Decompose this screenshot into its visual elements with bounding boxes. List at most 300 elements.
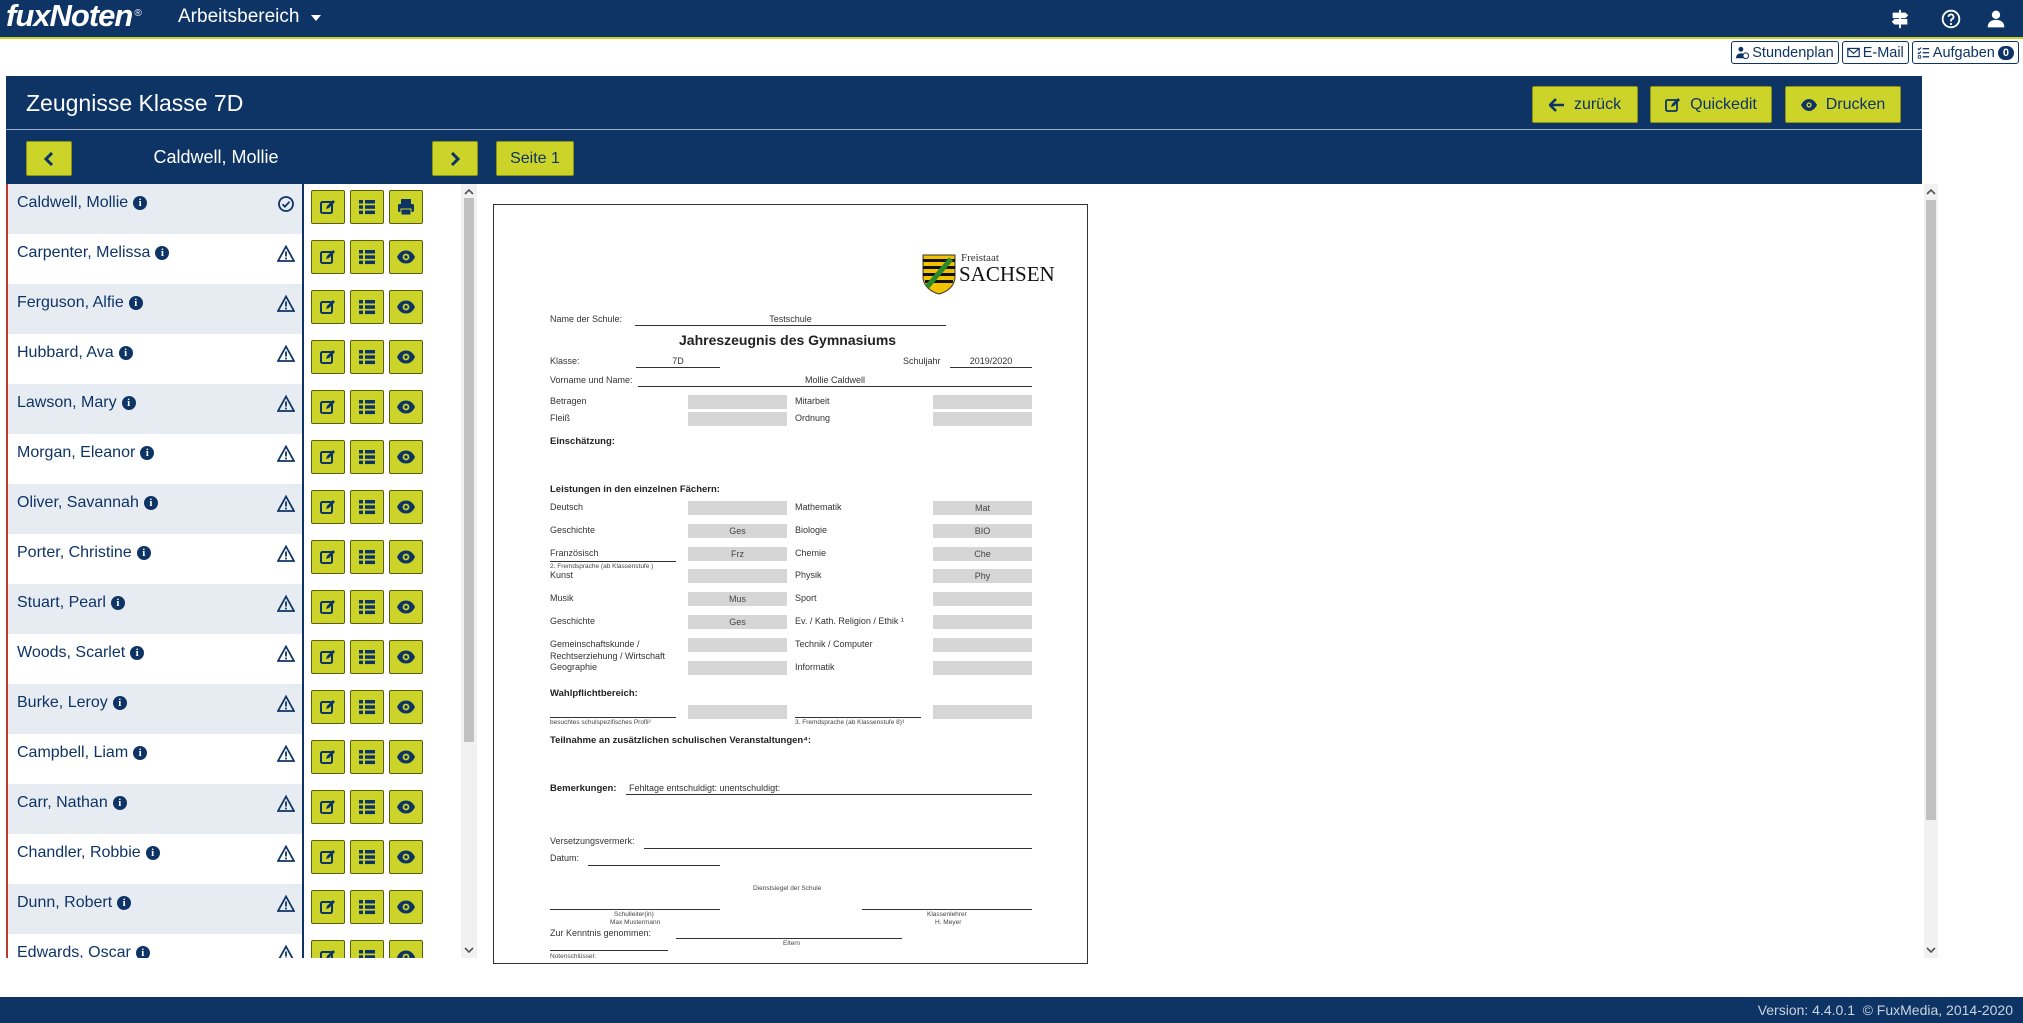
- student-actions: [311, 240, 423, 274]
- eye-icon: [397, 648, 415, 666]
- grade-list-button[interactable]: [350, 240, 384, 274]
- student-name-carr-nathan[interactable]: [17, 794, 127, 812]
- info-icon[interactable]: i: [137, 546, 151, 560]
- student-name-text: Porter, Christine: [17, 544, 132, 561]
- class-label: Klasse:: [550, 356, 580, 366]
- subject-label: Biologie: [795, 525, 828, 535]
- preview-button[interactable]: [389, 390, 423, 424]
- user-clock-icon: [1736, 46, 1749, 59]
- edit-grades-button[interactable]: [311, 890, 345, 924]
- edit-grades-button[interactable]: [311, 690, 345, 724]
- eye-icon: [397, 498, 415, 516]
- student-name-lawson-mary[interactable]: [17, 394, 136, 412]
- info-icon[interactable]: i: [113, 696, 127, 710]
- info-icon[interactable]: i: [146, 846, 160, 860]
- brand-logo[interactable]: [6, 0, 141, 34]
- language-note: 2. Fremdsprache (ab Klassenstufe ): [550, 563, 654, 570]
- email-button[interactable]: [1842, 41, 1909, 64]
- edit-icon: [319, 848, 337, 866]
- subject-grade-box: [688, 638, 787, 652]
- task-list-icon: [1917, 46, 1930, 59]
- remarks-label: Bemerkungen:: [550, 783, 617, 794]
- previous-student-button[interactable]: [26, 141, 72, 176]
- edit-icon: [319, 698, 337, 716]
- eye-icon: [1801, 99, 1817, 111]
- edit-icon: [319, 198, 337, 216]
- copyright-text: © FuxMedia, 2014-2020: [1862, 1002, 2013, 1018]
- edit-icon: [319, 798, 337, 816]
- student-name-text: Hubbard, Ava: [17, 344, 114, 361]
- subject-label: Geschichte: [550, 525, 596, 535]
- student-name-cell[interactable]: [8, 684, 304, 734]
- student-name-text: Oliver, Savannah: [17, 494, 139, 511]
- subject-label: Sport: [795, 593, 817, 603]
- eye-icon: [397, 898, 415, 916]
- subject-label: Ev. / Kath. Religion / Ethik ¹: [795, 616, 904, 626]
- student-row[interactable]: [8, 384, 461, 434]
- student-row[interactable]: [8, 234, 461, 284]
- edit-grades-button[interactable]: [311, 640, 345, 674]
- edit-grades-button[interactable]: [311, 240, 345, 274]
- student-actions: [311, 840, 423, 874]
- parents-signature-line: [676, 938, 902, 939]
- student-row[interactable]: [8, 634, 461, 684]
- eye-icon: [397, 298, 415, 316]
- student-list-scrollbar[interactable]: [461, 184, 477, 958]
- school-year-label: Schuljahr: [903, 356, 941, 366]
- envelope-icon: [1847, 46, 1860, 59]
- student-name-burke-leroy[interactable]: [17, 694, 127, 712]
- preview-button[interactable]: [389, 490, 423, 524]
- eye-icon: [397, 798, 415, 816]
- student-row[interactable]: [8, 734, 461, 784]
- preview-button[interactable]: [389, 590, 423, 624]
- grade-list-button[interactable]: [350, 690, 384, 724]
- student-name-cell[interactable]: [8, 384, 304, 434]
- subject-grade-box: Mus: [688, 592, 787, 606]
- edit-grades-button[interactable]: [311, 940, 345, 958]
- student-name-text: Ferguson, Alfie: [17, 294, 124, 311]
- edit-icon: [319, 248, 337, 266]
- class-value: 7D: [636, 355, 720, 368]
- info-icon[interactable]: i: [117, 896, 131, 910]
- subject-label: Physik: [795, 570, 822, 580]
- edit-icon: [319, 648, 337, 666]
- elective-right-line: [795, 717, 921, 718]
- student-name-cell[interactable]: [8, 534, 304, 584]
- grade-list-button[interactable]: [350, 440, 384, 474]
- student-name-carpenter-melissa[interactable]: [17, 244, 169, 262]
- subject-grade-box: [688, 501, 787, 515]
- warning-icon: [277, 595, 295, 613]
- edit-icon: [319, 298, 337, 316]
- edit-grades-button[interactable]: [311, 790, 345, 824]
- list-icon: [358, 548, 376, 566]
- language-underline: [550, 561, 676, 562]
- eye-icon: [397, 348, 415, 366]
- timetable-button[interactable]: [1731, 41, 1838, 64]
- subject-grade-box: Ges: [688, 524, 787, 538]
- preview-button[interactable]: [389, 340, 423, 374]
- list-icon: [358, 248, 376, 266]
- student-actions: [311, 440, 423, 474]
- gk-second-line: Rechtserziehung / Wirtschaft: [550, 651, 666, 661]
- list-icon: [358, 848, 376, 866]
- principal-role: Schulleiter(in): [614, 911, 654, 918]
- user-icon[interactable]: [1982, 5, 2010, 33]
- eye-icon: [397, 948, 415, 958]
- preview-button[interactable]: [389, 690, 423, 724]
- student-name-cell[interactable]: [8, 284, 304, 334]
- edit-icon: [319, 448, 337, 466]
- subject-label: Geschichte: [550, 616, 596, 626]
- grade-list-button[interactable]: [350, 590, 384, 624]
- scroll-up-icon: [461, 186, 477, 198]
- eye-icon: [397, 548, 415, 566]
- info-icon[interactable]: i: [140, 446, 154, 460]
- subject-grade-box: [933, 638, 1032, 652]
- preview-scroll-thumb[interactable]: [1926, 200, 1936, 820]
- subject-grade-box: BIO: [933, 524, 1032, 538]
- scroll-up-icon: [1924, 186, 1938, 198]
- student-name-cell[interactable]: [8, 434, 304, 484]
- school-value: Testschule: [635, 313, 946, 326]
- preview-button[interactable]: [389, 440, 423, 474]
- edit-icon: [319, 548, 337, 566]
- version-text: Version: 4.4.0.1: [1757, 1002, 1855, 1018]
- edit-icon: [319, 748, 337, 766]
- student-name-hubbard-ava[interactable]: [17, 344, 133, 362]
- edit-grades-button[interactable]: [311, 740, 345, 774]
- list-icon: [358, 448, 376, 466]
- warning-icon: [277, 795, 295, 813]
- student-row[interactable]: [8, 434, 461, 484]
- promotion-line: [644, 848, 1032, 849]
- page-label: Seite 1: [510, 149, 560, 167]
- student-name-chandler-robbie[interactable]: [17, 844, 160, 862]
- saxony-coat-of-arms-icon: [921, 253, 957, 295]
- student-actions: [311, 540, 423, 574]
- list-icon: [358, 398, 376, 416]
- subject-grade-box: Ges: [688, 615, 787, 629]
- student-name-text: Caldwell, Mollie: [17, 194, 129, 211]
- student-row[interactable]: [8, 834, 461, 884]
- student-actions: [311, 640, 423, 674]
- student-name-cell[interactable]: [8, 834, 304, 884]
- info-icon[interactable]: i: [136, 946, 150, 958]
- warning-icon: [277, 695, 295, 713]
- edit-grades-button[interactable]: [311, 190, 345, 224]
- teacher-role: Klassenlehrer: [927, 911, 967, 918]
- scroll-down-icon: [1924, 944, 1938, 956]
- back-button[interactable]: [1532, 86, 1638, 123]
- preview-button[interactable]: [389, 840, 423, 874]
- teacher-name: H. Meyer: [935, 919, 962, 926]
- student-name-cell[interactable]: [8, 334, 304, 384]
- list-icon: [358, 348, 376, 366]
- brand-name: fuxNoten: [6, 0, 133, 33]
- preview-button[interactable]: [389, 790, 423, 824]
- warning-icon: [277, 545, 295, 563]
- timetable-label: Stundenplan: [1752, 44, 1834, 61]
- workspace-menu[interactable]: [178, 4, 321, 30]
- elective-left-grade: [688, 705, 787, 719]
- grade-list-button[interactable]: [350, 940, 384, 958]
- warning-icon: [277, 345, 295, 363]
- student-row[interactable]: [8, 684, 461, 734]
- list-icon: [358, 748, 376, 766]
- conduct-grade-box: [688, 412, 787, 426]
- full-name-value: Mollie Caldwell: [638, 374, 1032, 387]
- info-icon[interactable]: i: [111, 596, 125, 610]
- events-heading: Teilnahme an zusätzlichen schulischen Veranstaltungen⁴:: [550, 735, 812, 746]
- info-icon[interactable]: i: [155, 246, 169, 260]
- edit-icon: [319, 348, 337, 366]
- student-actions: [311, 390, 423, 424]
- tasks-button[interactable]: [1912, 41, 2019, 64]
- preview-button[interactable]: [389, 240, 423, 274]
- student-name-woods-scarlet[interactable]: [17, 644, 144, 662]
- warning-icon: [277, 745, 295, 763]
- edit-icon: [1665, 97, 1681, 113]
- school-seal-caption: Dienstsiegel der Schule: [753, 885, 822, 892]
- subject-label: Kunst: [550, 570, 574, 580]
- signpost-icon[interactable]: [1886, 5, 1914, 33]
- student-row[interactable]: [8, 534, 461, 584]
- subject-grade-box: [933, 661, 1032, 675]
- edit-icon: [319, 398, 337, 416]
- student-navigator: [6, 130, 1922, 184]
- help-icon[interactable]: [1937, 5, 1965, 33]
- footer: [0, 997, 2023, 1023]
- student-name-caldwell-mollie[interactable]: [17, 194, 147, 212]
- student-name-cell[interactable]: [8, 784, 304, 834]
- subject-grade-box: [933, 592, 1032, 606]
- conduct-label: Ordnung: [795, 413, 831, 423]
- subject-label: Französisch: [550, 548, 599, 558]
- quickedit-button[interactable]: [1650, 86, 1772, 123]
- tasks-label: Aufgaben: [1932, 44, 1995, 61]
- subject-label: Musik: [550, 593, 574, 603]
- edit-grades-button[interactable]: [311, 290, 345, 324]
- student-name-edwards-oscar[interactable]: [17, 944, 150, 958]
- grade-list-button[interactable]: [350, 340, 384, 374]
- elective-heading: Wahlpflichtbereich:: [550, 688, 638, 699]
- assessment-label: Einschätzung:: [550, 436, 615, 447]
- grade-list-button[interactable]: [350, 540, 384, 574]
- student-row[interactable]: [8, 284, 461, 334]
- grade-list-button[interactable]: [350, 490, 384, 524]
- grade-list-button[interactable]: [350, 190, 384, 224]
- print-preview-button[interactable]: [1785, 86, 1901, 123]
- student-actions: [311, 940, 423, 958]
- subject-grade-box: [933, 615, 1032, 629]
- date-line: [588, 865, 720, 866]
- student-name-cell[interactable]: [8, 934, 304, 958]
- list-icon: [358, 798, 376, 816]
- student-name-text: Woods, Scarlet: [17, 644, 126, 661]
- student-name-text: Chandler, Robbie: [17, 844, 141, 861]
- edit-icon: [319, 598, 337, 616]
- eye-icon: [397, 398, 415, 416]
- grade-list-button[interactable]: [350, 640, 384, 674]
- certificate-document: [493, 204, 1088, 964]
- page-button[interactable]: [496, 141, 574, 176]
- student-row[interactable]: [8, 484, 461, 534]
- warning-icon: [277, 845, 295, 863]
- check-circle-icon: [277, 195, 295, 213]
- info-icon[interactable]: i: [119, 346, 133, 360]
- student-name-morgan-eleanor[interactable]: [17, 444, 154, 462]
- panel-header: [6, 76, 1922, 130]
- subject-label: Informatik: [795, 662, 835, 672]
- info-icon[interactable]: i: [144, 496, 158, 510]
- eye-icon: [397, 698, 415, 716]
- elective-right-grade: [933, 705, 1032, 719]
- list-icon: [358, 698, 376, 716]
- conduct-label: Fleiß: [550, 413, 570, 423]
- student-row[interactable]: [8, 334, 461, 384]
- student-actions: [311, 790, 423, 824]
- preview-button[interactable]: [389, 290, 423, 324]
- top-navbar: [0, 0, 2023, 39]
- caret-down-icon: [311, 15, 321, 21]
- student-list-scroll-thumb[interactable]: [464, 198, 474, 742]
- student-name-text: Morgan, Eleanor: [17, 444, 136, 461]
- student-name-text: Burke, Leroy: [17, 694, 108, 711]
- edit-grades-button[interactable]: [311, 840, 345, 874]
- student-row[interactable]: [8, 884, 461, 934]
- edit-grades-button[interactable]: [311, 490, 345, 524]
- list-icon: [358, 198, 376, 216]
- student-actions: [311, 740, 423, 774]
- student-row[interactable]: [8, 184, 461, 234]
- info-icon[interactable]: i: [133, 746, 147, 760]
- subject-label: Chemie: [795, 548, 827, 558]
- subject-label: Geographie: [550, 662, 598, 672]
- registered-mark: ®: [134, 8, 141, 19]
- utility-bar: [1731, 41, 2019, 65]
- grade-list-button[interactable]: [350, 290, 384, 324]
- student-actions: [311, 690, 423, 724]
- teacher-signature-line: [862, 909, 1032, 910]
- student-row[interactable]: [8, 584, 461, 634]
- info-icon[interactable]: i: [113, 796, 127, 810]
- student-row[interactable]: [8, 934, 461, 958]
- subject-label: Deutsch: [550, 502, 584, 512]
- elective-note-left: besuchtes schulspezifisches Profil²: [550, 719, 651, 726]
- list-icon: [358, 948, 376, 958]
- student-name-text: Carpenter, Melissa: [17, 244, 151, 261]
- elective-note-right: 3. Fremdsprache (ab Klassenstufe 8)³: [795, 719, 905, 726]
- info-icon[interactable]: i: [130, 646, 144, 660]
- quickedit-label: Quickedit: [1690, 95, 1757, 113]
- edit-grades-button[interactable]: [311, 590, 345, 624]
- edit-grades-button[interactable]: [311, 440, 345, 474]
- student-name-cell[interactable]: [8, 234, 304, 284]
- email-label: E-Mail: [1862, 44, 1904, 61]
- list-icon: [358, 498, 376, 516]
- edit-icon: [319, 948, 337, 958]
- student-name-dunn-robert[interactable]: [17, 894, 131, 912]
- edit-grades-button[interactable]: [311, 340, 345, 374]
- eye-icon: [397, 848, 415, 866]
- preview-scrollbar[interactable]: [1924, 184, 1938, 958]
- date-label: Datum:: [550, 853, 580, 863]
- student-name-cell[interactable]: [8, 484, 304, 534]
- grade-list-button[interactable]: [350, 740, 384, 774]
- student-name-porter-christine[interactable]: [17, 544, 151, 562]
- grading-key-caption: Notenschlüssel:: [550, 953, 596, 960]
- list-icon: [358, 898, 376, 916]
- subject-label: Gemeinschaftskunde /: [550, 639, 640, 649]
- info-icon[interactable]: i: [133, 196, 147, 210]
- info-icon[interactable]: i: [129, 296, 143, 310]
- warning-icon: [277, 295, 295, 313]
- subject-grade-box: Mat: [933, 501, 1032, 515]
- logo-small-text: Freistaat: [961, 252, 999, 264]
- subject-grade-box: [688, 661, 787, 675]
- student-name-cell[interactable]: [8, 884, 304, 934]
- student-actions: [311, 290, 423, 324]
- panel-title: Zeugnisse Klasse 7D: [26, 90, 244, 116]
- warning-icon: [277, 645, 295, 663]
- current-student-name: Caldwell, Mollie: [153, 147, 279, 167]
- student-name-text: Campbell, Liam: [17, 744, 129, 761]
- list-icon: [358, 648, 376, 666]
- edit-grades-button[interactable]: [311, 390, 345, 424]
- grade-list-button[interactable]: [350, 840, 384, 874]
- preview-button[interactable]: [389, 640, 423, 674]
- student-actions: [311, 490, 423, 524]
- principal-name: Max Mustermann: [610, 919, 661, 926]
- student-name-oliver-savannah[interactable]: [17, 494, 158, 512]
- preview-button[interactable]: [389, 540, 423, 574]
- next-student-button[interactable]: [432, 141, 478, 176]
- student-name-cell[interactable]: [8, 734, 304, 784]
- student-name-stuart-pearl[interactable]: [17, 594, 125, 612]
- student-name-cell[interactable]: [8, 584, 304, 634]
- edit-grades-button[interactable]: [311, 540, 345, 574]
- preview-button[interactable]: [389, 940, 423, 958]
- student-name-text: Carr, Nathan: [17, 794, 108, 811]
- arrow-left-icon: [1549, 98, 1565, 112]
- preview-button[interactable]: [389, 740, 423, 774]
- student-name-text: Edwards, Oscar: [17, 944, 131, 958]
- student-row[interactable]: [8, 784, 461, 834]
- school-year-value: 2019/2020: [950, 355, 1032, 368]
- info-icon[interactable]: i: [122, 396, 136, 410]
- grade-list-button[interactable]: [350, 890, 384, 924]
- eye-icon: [397, 248, 415, 266]
- warning-icon: [277, 395, 295, 413]
- workspace-menu-label: Arbeitsbereich: [178, 6, 300, 27]
- student-name-ferguson-alfie[interactable]: [17, 294, 143, 312]
- grade-list-button[interactable]: [350, 790, 384, 824]
- grade-list-button[interactable]: [350, 390, 384, 424]
- student-actions: [311, 340, 423, 374]
- student-name-campbell-liam[interactable]: [17, 744, 147, 762]
- student-name-cell[interactable]: [8, 634, 304, 684]
- print-button[interactable]: [389, 190, 423, 224]
- promotion-label: Versetzungsvermerk:: [550, 836, 635, 846]
- student-list: [6, 184, 461, 958]
- student-name-cell[interactable]: [8, 184, 304, 234]
- preview-button[interactable]: [389, 890, 423, 924]
- warning-icon: [277, 495, 295, 513]
- remarks-value: Fehltage entschuldigt: unentschuldigt:: [626, 782, 1032, 795]
- edit-icon: [319, 498, 337, 516]
